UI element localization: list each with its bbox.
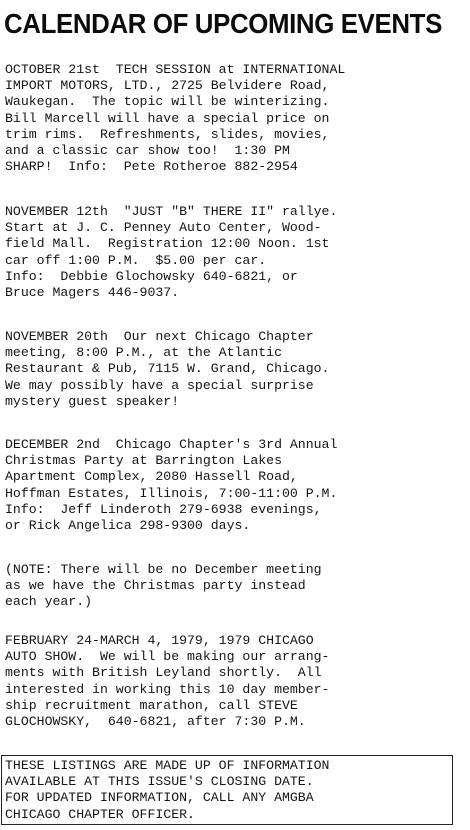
event-text-line: OCTOBER 21st TECH SESSION at INTERNATIONAL — [5, 62, 346, 77]
event-text-line: field Mall. Registration 12:00 Noon. 1st — [5, 236, 330, 252]
notice-text-line: FOR UPDATED INFORMATION, CALL ANY AMGBA — [5, 790, 314, 806]
event-text-line: NOVEMBER 20th Our next Chicago Chapter — [5, 329, 314, 344]
note-text-line: (NOTE: There will be no December meeting — [5, 562, 322, 577]
event-text-line: and a classic car show too! 1:30 PM — [5, 143, 290, 159]
event-listing-december-2 — [5, 437, 469, 534]
event-listing-november-12 — [5, 204, 469, 301]
event-text-line: Info: Jeff Linderoth 279-6938 evenings, — [5, 501, 322, 517]
event-text-line: Apartment Complex, 2080 Hassell Road, — [5, 469, 298, 485]
page-headline: CALENDAR OF UPCOMING EVENTS — [4, 8, 442, 39]
event-text-line: Christmas Party at Barrington Lakes — [5, 453, 282, 469]
event-text-line: SHARP! Info: Pete Rotheroe 882-2954 — [5, 159, 298, 175]
event-text-line: Waukegan. The topic will be winterizing. — [5, 94, 330, 110]
event-text-line: ship recruitment marathon, call STEVE — [5, 697, 298, 713]
note-no-december-meeting — [5, 562, 469, 611]
event-listing-chicago-auto-show — [5, 633, 469, 730]
event-text-line: We may possibly have a special surprise — [5, 377, 314, 393]
note-text-line: as we have the Christmas party instead — [5, 578, 306, 594]
event-text-line: Info: Debbie Glochowsky 640-6821, or — [5, 268, 298, 284]
event-text-line: or Rick Angelica 298-9300 days. — [5, 518, 251, 534]
event-text-line: FEBRUARY 24-MARCH 4, 1979, 1979 CHICAGO — [5, 633, 314, 648]
event-text-line: Bill Marcell will have a special price on — [5, 110, 330, 126]
event-text-line: Restaurant & Pub, 7115 W. Grand, Chicago. — [5, 361, 330, 377]
event-text-line: trim rims. Refreshments, slides, movies, — [5, 126, 330, 142]
event-listing-october-21 — [5, 62, 469, 175]
event-listing-november-20 — [5, 329, 469, 410]
event-text-line: Start at J. C. Penney Auto Center, Wood- — [5, 220, 322, 236]
notice-text-line: AVAILABLE AT THIS ISSUE'S CLOSING DATE. — [5, 774, 314, 790]
notice-text-line: CHICAGO CHAPTER OFFICER. — [5, 806, 195, 822]
event-text-line: mystery guest speaker! — [5, 393, 180, 409]
event-text-line: IMPORT MOTORS, LTD., 2725 Belvidere Road, — [5, 78, 330, 94]
event-text-line: Hoffman Estates, Illinois, 7:00-11:00 P.M. — [5, 485, 338, 501]
event-text-line: NOVEMBER 12th "JUST "B" THERE II" rallye. — [5, 204, 338, 219]
event-text-line: meeting, 8:00 P.M., at the Atlantic — [5, 345, 282, 361]
event-text-line: Bruce Magers 446-9037. — [5, 285, 180, 301]
note-text-line: each year.) — [5, 594, 93, 610]
event-text-line: DECEMBER 2nd Chicago Chapter's 3rd Annual — [5, 437, 338, 452]
event-text-line: interested in working this 10 day member- — [5, 681, 330, 697]
event-text-line: AUTO SHOW. We will be making our arrang- — [5, 649, 330, 665]
event-text-line: ments with British Leyland shortly. All — [5, 665, 322, 681]
closing-date-notice-box — [1, 755, 453, 825]
notice-text-line: THESE LISTINGS ARE MADE UP OF INFORMATION — [5, 758, 330, 773]
event-text-line: GLOCHOWSKY, 640-6821, after 7:30 P.M. — [5, 714, 306, 730]
event-text-line: car off 1:00 P.M. $5.00 per car. — [5, 252, 267, 268]
closing-date-notice — [5, 758, 451, 823]
